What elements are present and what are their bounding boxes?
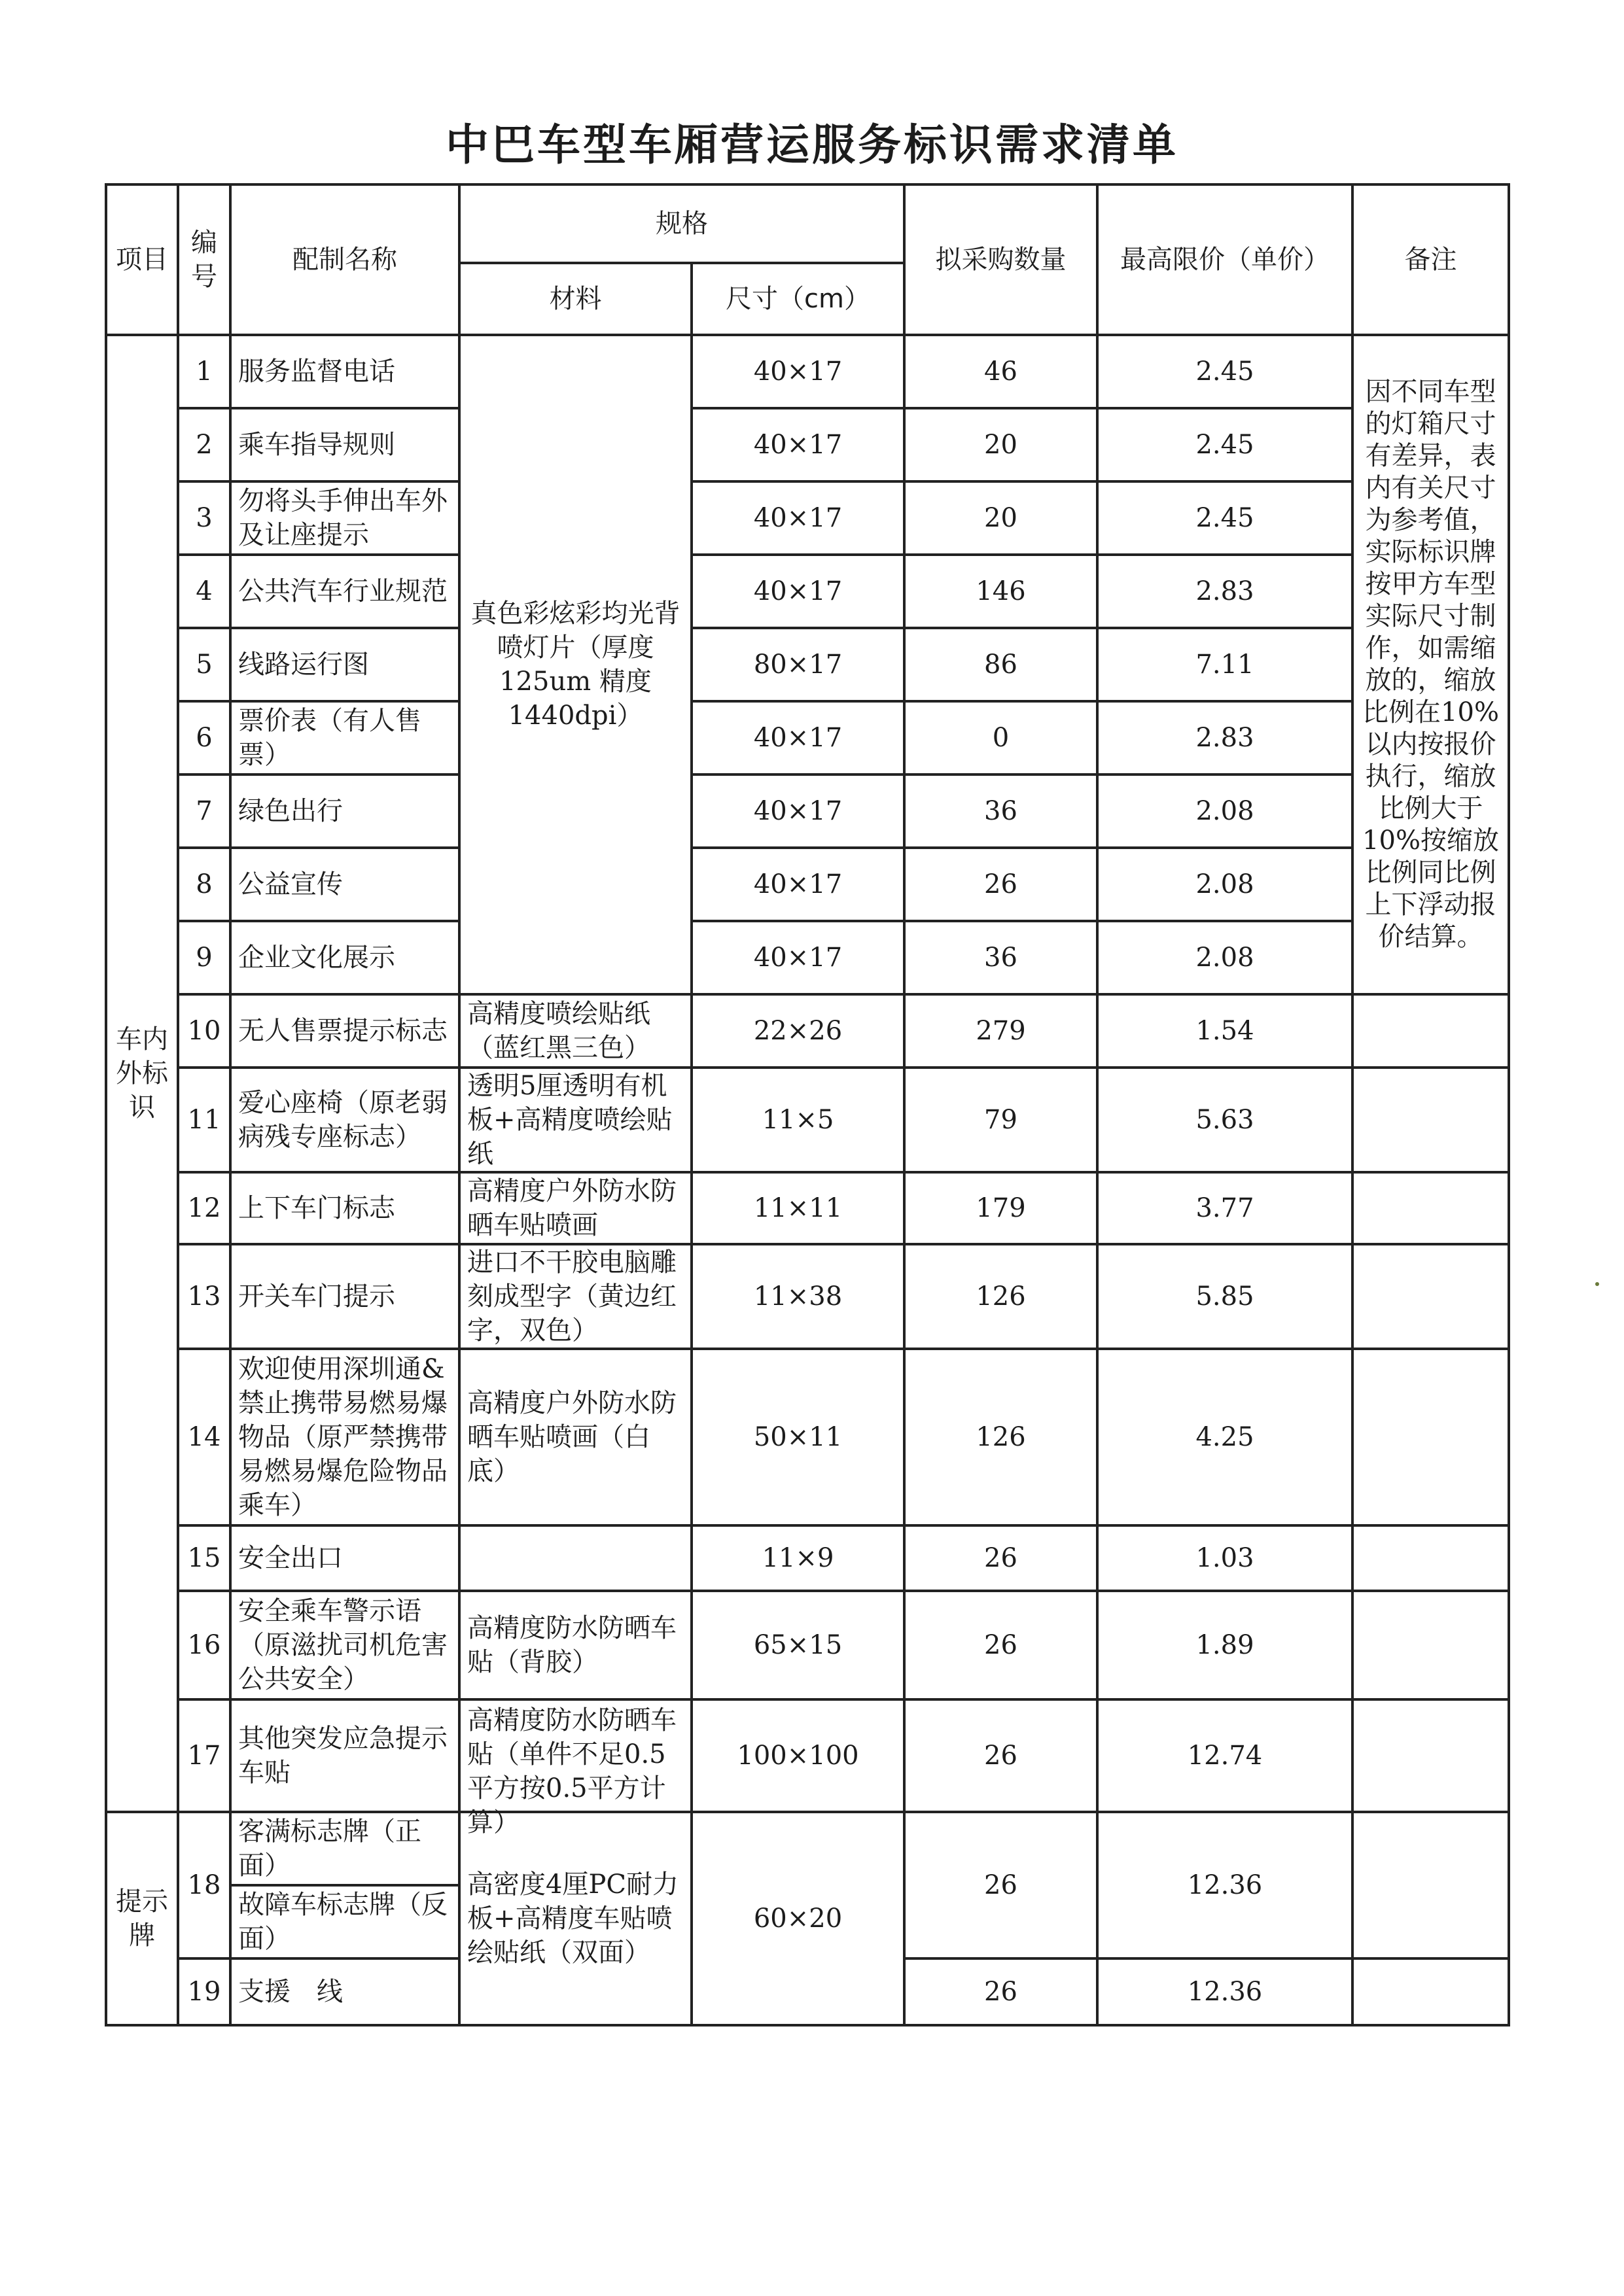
row-remark bbox=[1352, 1172, 1509, 1244]
row-quantity: 0 bbox=[904, 701, 1097, 774]
row-material: 高精度户外防水防晒车贴喷画 bbox=[459, 1172, 692, 1244]
row-name: 线路运行图 bbox=[230, 628, 459, 701]
row-size: 50×11 bbox=[692, 1349, 904, 1525]
row-remark: 因不同车型的灯箱尺寸有差异，表内有关尺寸为参考值，实际标识牌按甲方车型实际尺寸制作，如需缩放的，缩放比例在10%以内按报价执行，缩放比例大于10%按缩放比例同比例上下浮动报价结算。 bbox=[1352, 335, 1509, 994]
row-name: 公共汽车行业规范 bbox=[230, 555, 459, 628]
row-name: 公益宣传 bbox=[230, 848, 459, 921]
row-name: 爱心座椅（原老弱病残专座标志） bbox=[230, 1068, 459, 1172]
row-material: 高精度户外防水防晒车贴喷画（白底） bbox=[459, 1349, 692, 1525]
row-size: 40×17 bbox=[692, 921, 904, 994]
header-spec: 规格 bbox=[459, 184, 904, 263]
row-quantity: 46 bbox=[904, 335, 1097, 408]
header-remarks: 备注 bbox=[1352, 184, 1509, 335]
row-price: 2.45 bbox=[1097, 335, 1352, 408]
row-name: 票价表（有人售票） bbox=[230, 701, 459, 774]
row-size: 100×100 bbox=[692, 1699, 904, 1812]
table-row bbox=[106, 701, 1509, 774]
row-price: 1.54 bbox=[1097, 994, 1352, 1068]
row-price: 2.08 bbox=[1097, 921, 1352, 994]
row-quantity: 126 bbox=[904, 1349, 1097, 1525]
row-price: 2.08 bbox=[1097, 848, 1352, 921]
row-quantity: 36 bbox=[904, 921, 1097, 994]
row-name: 安全乘车警示语（原滋扰司机危害公共安全） bbox=[230, 1591, 459, 1699]
row-remark bbox=[1352, 1525, 1509, 1591]
row-remark bbox=[1352, 1068, 1509, 1172]
header-number: 编号 bbox=[178, 184, 230, 335]
table-row bbox=[106, 335, 1509, 408]
row-name: 欢迎使用深圳通&禁止携带易燃易爆物品（原严禁携带易燃易爆危险物品乘车） bbox=[230, 1349, 459, 1525]
table-row bbox=[106, 1699, 1509, 1812]
row-remark bbox=[1352, 1349, 1509, 1525]
row-price: 1.03 bbox=[1097, 1525, 1352, 1591]
table-row bbox=[106, 628, 1509, 701]
row-number: 7 bbox=[178, 774, 230, 848]
row-name: 支援 线 bbox=[230, 1958, 459, 2025]
row-price: 12.36 bbox=[1097, 1812, 1352, 1958]
header-quantity: 拟采购数量 bbox=[904, 184, 1097, 335]
row-size: 11×38 bbox=[692, 1244, 904, 1349]
row-price: 12.36 bbox=[1097, 1958, 1352, 2025]
row-quantity: 126 bbox=[904, 1244, 1097, 1349]
row-name: 勿将头手伸出车外及让座提示 bbox=[230, 481, 459, 555]
row-quantity: 36 bbox=[904, 774, 1097, 848]
row-material: 高密度4厘PC耐力板+高精度车贴喷绘贴纸（双面） bbox=[459, 1812, 692, 2025]
row-size: 40×17 bbox=[692, 335, 904, 408]
table-row bbox=[106, 555, 1509, 628]
row-size: 40×17 bbox=[692, 774, 904, 848]
row-name: 其他突发应急提示车贴 bbox=[230, 1699, 459, 1812]
row-quantity: 26 bbox=[904, 1699, 1097, 1812]
header-project: 项目 bbox=[106, 184, 178, 335]
row-name: 上下车门标志 bbox=[230, 1172, 459, 1244]
row-size: 80×17 bbox=[692, 628, 904, 701]
row-name: 开关车门提示 bbox=[230, 1244, 459, 1349]
table-row bbox=[106, 1591, 1509, 1699]
row-remark bbox=[1352, 1812, 1509, 1958]
row-remark bbox=[1352, 1699, 1509, 1812]
row-price: 2.45 bbox=[1097, 481, 1352, 555]
row-material: 真色彩炫彩均光背喷灯片（厚度125um 精度1440dpi） bbox=[459, 335, 692, 994]
row-size: 11×11 bbox=[692, 1172, 904, 1244]
row-quantity: 26 bbox=[904, 1958, 1097, 2025]
row-number: 1 bbox=[178, 335, 230, 408]
row-size: 22×26 bbox=[692, 994, 904, 1068]
row-quantity: 26 bbox=[904, 848, 1097, 921]
row-number: 15 bbox=[178, 1525, 230, 1591]
row-size: 40×17 bbox=[692, 481, 904, 555]
row-number: 13 bbox=[178, 1244, 230, 1349]
row-quantity: 26 bbox=[904, 1812, 1097, 1958]
table-row bbox=[106, 1349, 1509, 1525]
row-name: 企业文化展示 bbox=[230, 921, 459, 994]
table-row bbox=[106, 774, 1509, 848]
row-number: 17 bbox=[178, 1699, 230, 1812]
row-quantity: 20 bbox=[904, 408, 1097, 481]
row-price: 5.85 bbox=[1097, 1244, 1352, 1349]
scan-speck bbox=[1595, 1282, 1599, 1286]
row-quantity: 86 bbox=[904, 628, 1097, 701]
row-number: 19 bbox=[178, 1958, 230, 2025]
row-quantity: 20 bbox=[904, 481, 1097, 555]
row-size: 40×17 bbox=[692, 555, 904, 628]
row-number: 5 bbox=[178, 628, 230, 701]
header-name: 配制名称 bbox=[230, 184, 459, 335]
row-material bbox=[459, 1699, 692, 1837]
row-material-text: 高精度防水防晒车贴（单件不足0.5平方按0.5平方计算） bbox=[467, 1705, 677, 1837]
row-size: 40×17 bbox=[692, 408, 904, 481]
table-row bbox=[106, 1812, 1509, 1885]
row-remark bbox=[1352, 1958, 1509, 2025]
row-size: 60×20 bbox=[692, 1812, 904, 2025]
row-quantity: 26 bbox=[904, 1591, 1097, 1699]
row-number: 12 bbox=[178, 1172, 230, 1244]
row-quantity: 146 bbox=[904, 555, 1097, 628]
row-material bbox=[459, 1525, 692, 1591]
row-number: 6 bbox=[178, 701, 230, 774]
row-material: 透明5厘透明有机板+高精度喷绘贴纸 bbox=[459, 1068, 692, 1172]
header-size: 尺寸（cm） bbox=[692, 263, 904, 335]
table-row bbox=[106, 408, 1509, 481]
row-number: 14 bbox=[178, 1349, 230, 1525]
row-number: 3 bbox=[178, 481, 230, 555]
row-name: 无人售票提示标志 bbox=[230, 994, 459, 1068]
row-price: 2.45 bbox=[1097, 408, 1352, 481]
requirements-table bbox=[105, 183, 1510, 2026]
row-quantity: 26 bbox=[904, 1525, 1097, 1591]
row-price: 7.11 bbox=[1097, 628, 1352, 701]
row-quantity: 279 bbox=[904, 994, 1097, 1068]
row-price: 2.08 bbox=[1097, 774, 1352, 848]
row-price: 3.77 bbox=[1097, 1172, 1352, 1244]
row-number: 11 bbox=[178, 1068, 230, 1172]
table-row bbox=[106, 1525, 1509, 1591]
row-name: 安全出口 bbox=[230, 1525, 459, 1591]
row-material: 高精度防水防晒车贴（背胶） bbox=[459, 1591, 692, 1699]
header-max-price: 最高限价（单价） bbox=[1097, 184, 1352, 335]
group-label: 车内外标识 bbox=[106, 335, 178, 1812]
table-row bbox=[106, 481, 1509, 555]
page-title: 中巴车型车厢营运服务标识需求清单 bbox=[446, 120, 1178, 170]
row-size: 65×15 bbox=[692, 1591, 904, 1699]
table-row bbox=[106, 1244, 1509, 1349]
row-number: 18 bbox=[178, 1812, 230, 1958]
row-number: 10 bbox=[178, 994, 230, 1068]
row-quantity: 179 bbox=[904, 1172, 1097, 1244]
row-price: 4.25 bbox=[1097, 1349, 1352, 1525]
row-number: 8 bbox=[178, 848, 230, 921]
row-remark bbox=[1352, 994, 1509, 1068]
table-row bbox=[106, 1172, 1509, 1244]
row-quantity: 79 bbox=[904, 1068, 1097, 1172]
row-number: 2 bbox=[178, 408, 230, 481]
row-price: 12.74 bbox=[1097, 1699, 1352, 1812]
row-size: 11×5 bbox=[692, 1068, 904, 1172]
row-material: 进口不干胶电脑雕刻成型字（黄边红字，双色） bbox=[459, 1244, 692, 1349]
row-size: 11×9 bbox=[692, 1525, 904, 1591]
row-number: 16 bbox=[178, 1591, 230, 1699]
row-price: 5.63 bbox=[1097, 1068, 1352, 1172]
row-number: 9 bbox=[178, 921, 230, 994]
table-row bbox=[106, 994, 1509, 1068]
row-name: 故障车标志牌（反面） bbox=[230, 1885, 459, 1958]
row-name: 乘车指导规则 bbox=[230, 408, 459, 481]
row-size: 40×17 bbox=[692, 701, 904, 774]
row-name: 服务监督电话 bbox=[230, 335, 459, 408]
row-price: 2.83 bbox=[1097, 555, 1352, 628]
row-name: 客满标志牌（正面） bbox=[230, 1812, 459, 1885]
row-price: 2.83 bbox=[1097, 701, 1352, 774]
table-row bbox=[106, 848, 1509, 921]
row-name: 绿色出行 bbox=[230, 774, 459, 848]
group-label: 提示牌 bbox=[106, 1812, 178, 2025]
row-number: 4 bbox=[178, 555, 230, 628]
table-row bbox=[106, 1068, 1509, 1172]
table-row bbox=[106, 921, 1509, 994]
row-remark bbox=[1352, 1244, 1509, 1349]
row-price: 1.89 bbox=[1097, 1591, 1352, 1699]
header-material: 材料 bbox=[459, 263, 692, 335]
row-material: 高精度喷绘贴纸（蓝红黑三色） bbox=[459, 994, 692, 1068]
row-size: 40×17 bbox=[692, 848, 904, 921]
row-remark bbox=[1352, 1591, 1509, 1699]
